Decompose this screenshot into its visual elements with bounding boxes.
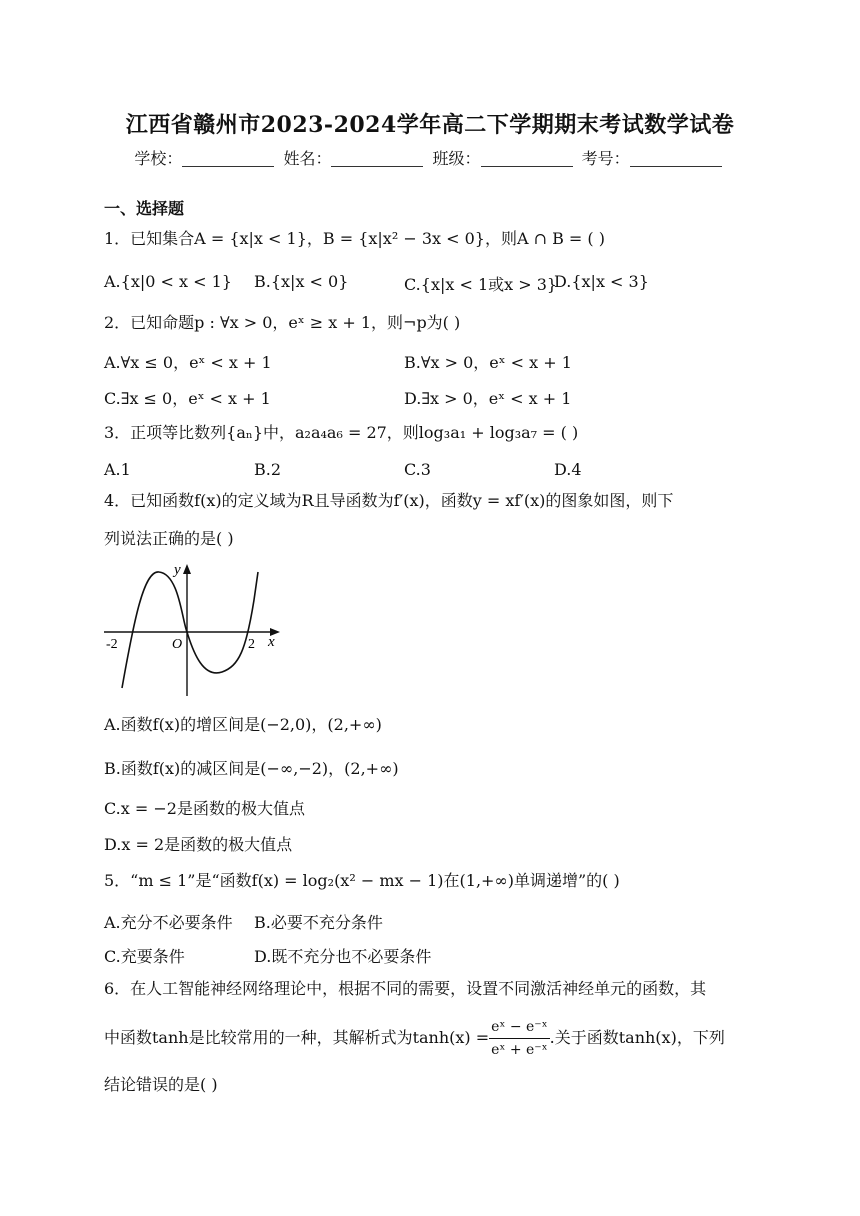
tick-label-pos2: 2 — [248, 637, 255, 652]
q3-option-b: B.2 — [254, 460, 282, 479]
tanh-numerator: eˣ − e⁻ˣ — [489, 1016, 549, 1039]
page-title: 江西省赣州市2023-2024学年高二下学期期末考试数学试卷 — [125, 112, 735, 138]
q3-option-c: C.3 — [404, 460, 431, 479]
q5-option-d: D.既不充分也不必要条件 — [254, 947, 432, 966]
name-blank[interactable] — [331, 150, 423, 167]
question-6-line1: 6．在人工智能神经网络理论中，根据不同的需要，设置不同激活神经单元的函数，其 — [104, 979, 707, 998]
tick-label-neg2: -2 — [106, 637, 118, 652]
q2-option-c: C.∃x ≤ 0，eˣ < x + 1 — [104, 389, 271, 408]
question-6-line3: 结论错误的是( ) — [104, 1075, 218, 1094]
q1-option-b: B.{x|x < 0} — [254, 272, 349, 291]
question-6-line2 — [104, 1016, 758, 1060]
q4-option-c: C.x = −2是函数的极大值点 — [104, 799, 305, 818]
q5-option-a: A.充分不必要条件 — [104, 913, 233, 932]
q4-option-d: D.x = 2是函数的极大值点 — [104, 835, 293, 854]
q1-option-a: A.{x|0 < x < 1} — [104, 272, 232, 291]
question-2-stem: 2．已知命题p : ∀x > 0，eˣ ≥ x + 1，则¬p为( ) — [104, 313, 461, 332]
q6-line2-suffix: .关于函数tanh(x)，下列 — [549, 1028, 725, 1047]
function-curve — [122, 572, 258, 688]
q2-option-d: D.∃x > 0，eˣ < x + 1 — [404, 389, 572, 408]
school-label: 学校： — [134, 149, 183, 168]
exam-no-label: 考号： — [581, 149, 630, 168]
y-axis-arrow — [183, 564, 191, 574]
q2-option-a: A.∀x ≤ 0，eˣ < x + 1 — [104, 353, 272, 372]
name-label: 姓名： — [283, 149, 332, 168]
question-3-stem: 3．正项等比数列{aₙ}中，a₂a₄a₆ = 27，则log₃a₁ + log₃a₇ = ( ) — [104, 423, 579, 442]
student-info-line — [0, 146, 860, 169]
q3-option-d: D.4 — [554, 460, 582, 479]
y-axis-label: y — [174, 562, 181, 578]
q6-line2-prefix: 中函数tanh是比较常用的一种，其解析式为tanh(x) = — [104, 1028, 490, 1047]
derivative-graph-figure — [104, 560, 284, 700]
q5-option-b: B.必要不充分条件 — [254, 913, 383, 932]
q3-option-a: A.1 — [104, 460, 131, 479]
x-axis-label: x — [268, 634, 275, 650]
q5-option-c: C.充要条件 — [104, 947, 185, 966]
question-4-stem-line2: 列说法正确的是( ) — [104, 529, 234, 548]
tanh-fraction — [489, 1016, 549, 1061]
q2-option-b: B.∀x > 0，eˣ < x + 1 — [404, 353, 572, 372]
class-label: 班级： — [432, 149, 481, 168]
school-blank[interactable] — [182, 150, 274, 167]
origin-label: O — [172, 637, 183, 652]
q1-option-c: C.{x|x < 1或x > 3} — [404, 275, 558, 294]
question-5-stem: 5．“m ≤ 1”是“函数f(x) = log₂(x² − mx − 1)在(1,+∞)单调递增”的( ) — [104, 871, 620, 890]
exam-no-blank[interactable] — [630, 150, 722, 167]
q4-option-b: B.函数f(x)的减区间是(−∞,−2)，(2,+∞) — [104, 759, 399, 778]
q4-option-a: A.函数f(x)的增区间是(−2,0)，(2,+∞) — [104, 715, 382, 734]
section-heading: 一、选择题 — [104, 199, 185, 218]
question-1-stem: 1．已知集合A = {x|x < 1}，B = {x|x² − 3x < 0}，则A ∩ B = ( ) — [104, 229, 605, 248]
class-blank[interactable] — [481, 150, 573, 167]
q1-option-d: D.{x|x < 3} — [554, 272, 649, 291]
question-4-stem-line1: 4．已知函数f(x)的定义域为R且导函数为f′(x)，函数y = xf′(x)的图象如图，则下 — [104, 491, 674, 510]
tanh-denominator: eˣ + e⁻ˣ — [491, 1041, 548, 1058]
